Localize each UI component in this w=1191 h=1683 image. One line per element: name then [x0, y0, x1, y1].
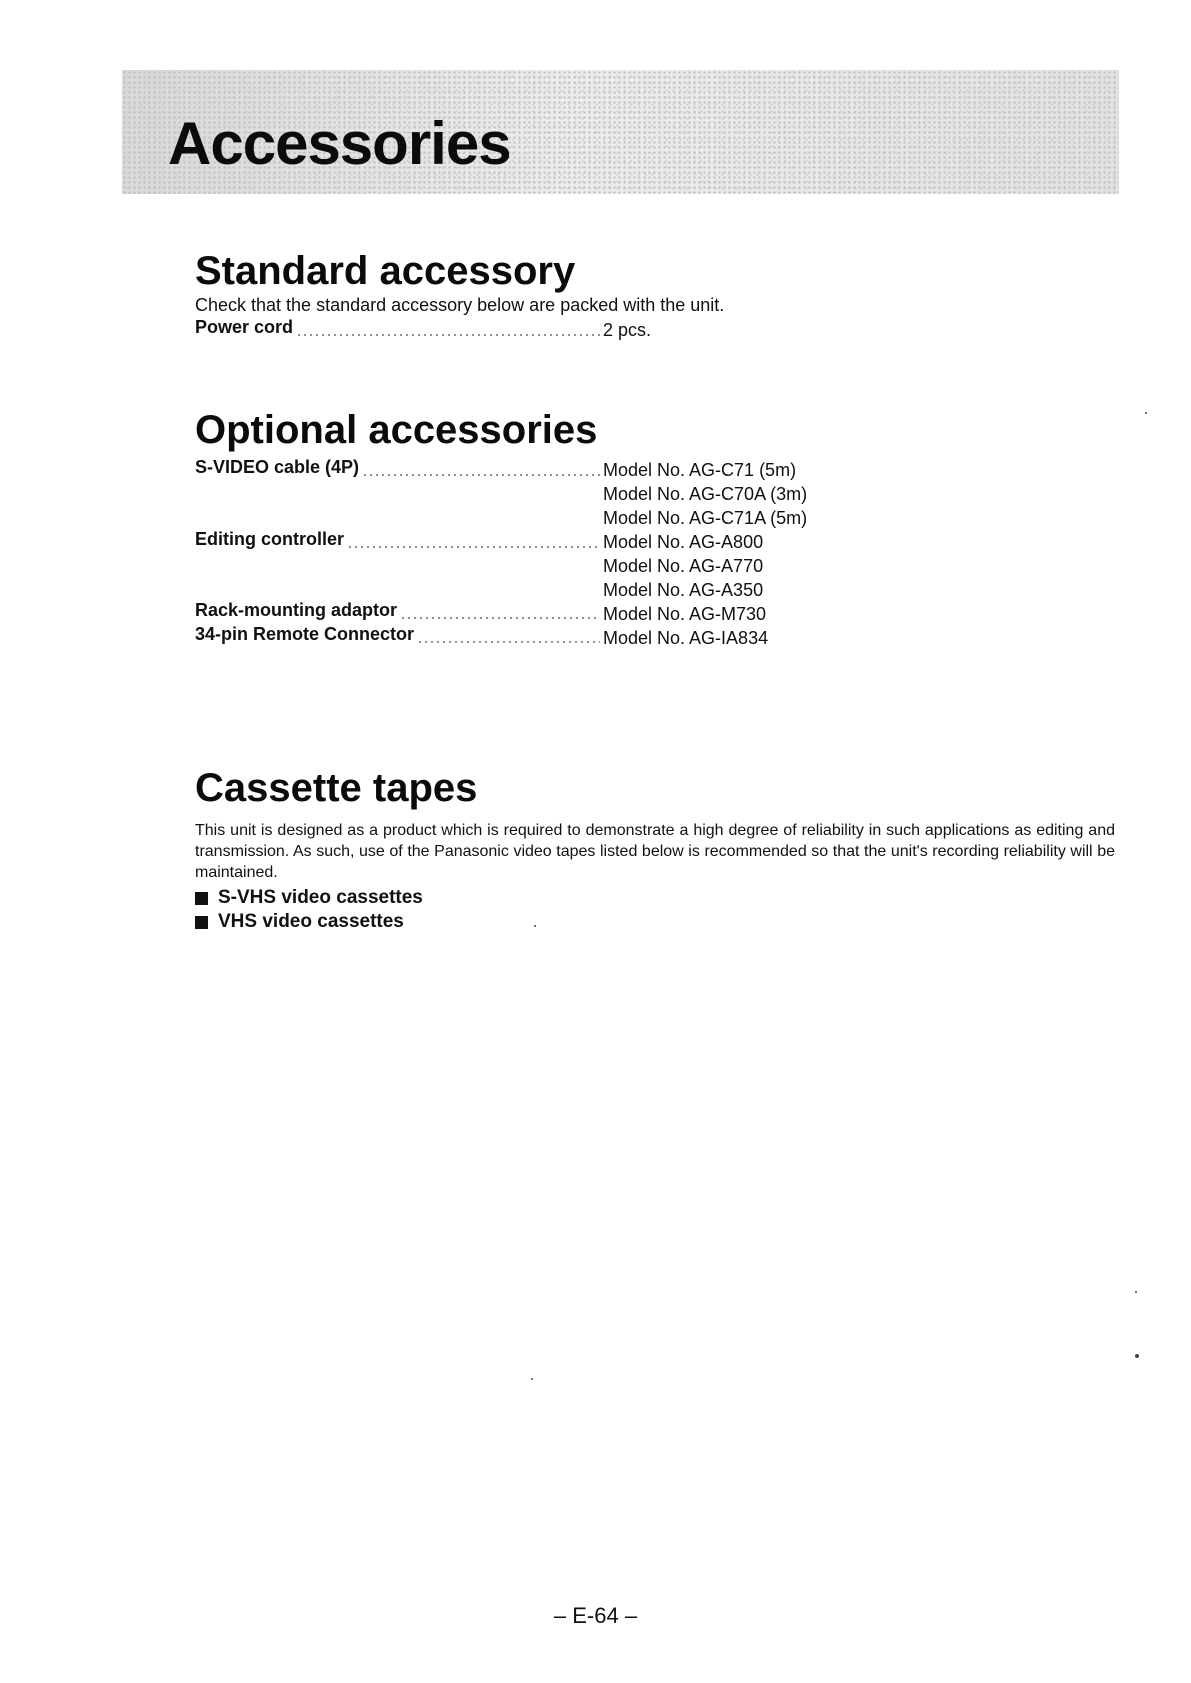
optional-item-label: Rack-mounting adaptor: [195, 600, 398, 620]
page-title: Accessories: [168, 110, 511, 177]
standard-accessory-heading: Standard accessory: [195, 249, 576, 293]
optional-item-value: Model No. AG-A350: [603, 580, 764, 600]
list-item-text: VHS video cassettes: [218, 911, 404, 932]
list-item: [195, 887, 423, 909]
leader-dots: [400, 615, 600, 619]
optional-item-value: Model No. AG-C71 (5m): [603, 460, 797, 480]
list-item-text: S-VHS video cassettes: [218, 887, 423, 908]
standard-item-value: 2 pcs.: [603, 320, 652, 340]
cassette-tapes-heading: Cassette tapes: [195, 766, 478, 810]
cassette-tapes-paragraph: This unit is designed as a product which is required to demonstrate a high degree of reliability in such applications as editing and transmission. As such, use of the Panasonic video tapes listed below is recommended so that the unit's recording reliability will be maintained.: [195, 822, 1115, 881]
scan-speck: [531, 1378, 533, 1380]
standard-accessory-intro: Check that the standard accessory below are packed with the unit.: [195, 295, 725, 315]
optional-item-row: [195, 600, 603, 624]
optional-item-label: S-VIDEO cable (4P): [195, 457, 360, 477]
standard-item-label: Power cord: [195, 317, 294, 337]
optional-item-value: Model No. AG-M730: [603, 604, 767, 624]
optional-item-value: Model No. AG-C70A (3m): [603, 484, 808, 504]
optional-item-value: Model No. AG-C71A (5m): [603, 508, 808, 528]
leader-dots: [362, 472, 600, 476]
scan-speck: [1145, 412, 1147, 414]
optional-item-value: Model No. AG-A770: [603, 556, 764, 576]
square-bullet-icon: [195, 892, 208, 905]
optional-item-label: Editing controller: [195, 529, 345, 549]
optional-item-label: 34-pin Remote Connector: [195, 624, 415, 644]
leader-dots: [296, 332, 600, 336]
optional-item-row: [195, 624, 603, 648]
leader-dots: [417, 639, 600, 643]
optional-item-row: [195, 529, 603, 553]
page-number: – E-64 –: [553, 1603, 638, 1628]
square-bullet-icon: [195, 916, 208, 929]
optional-item-value: Model No. AG-A800: [603, 532, 764, 552]
standard-item-row: [195, 317, 603, 341]
list-item: [195, 911, 404, 933]
leader-dots: [347, 544, 600, 548]
scan-speck: [534, 925, 536, 927]
optional-accessories-heading: Optional accessories: [195, 408, 598, 452]
scan-speck: [1135, 1354, 1139, 1358]
optional-item-value: Model No. AG-IA834: [603, 628, 769, 648]
optional-item-row: [195, 457, 603, 481]
scan-speck: [1135, 1291, 1137, 1293]
